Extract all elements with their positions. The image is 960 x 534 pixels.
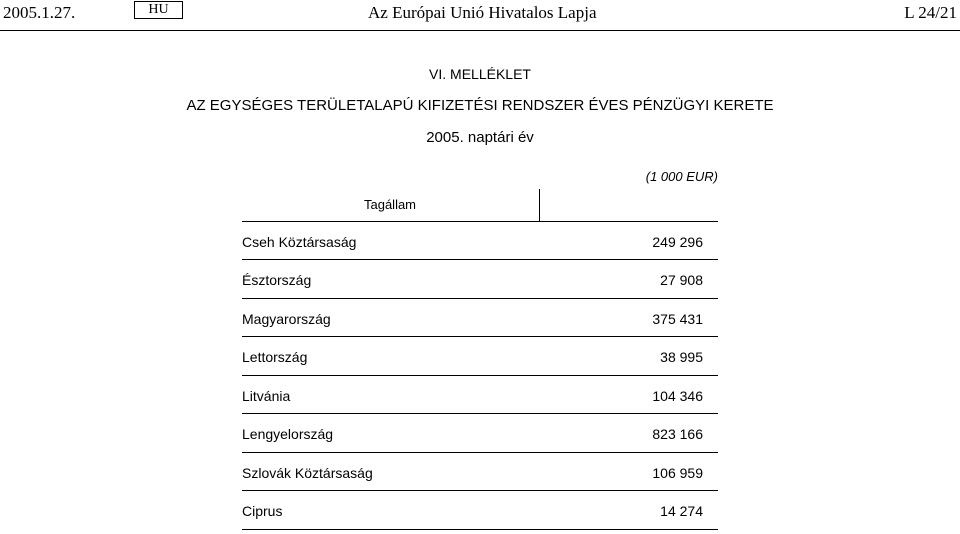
row-divider xyxy=(242,452,718,453)
row-divider xyxy=(242,336,718,337)
language-badge: HU xyxy=(134,1,183,19)
row-divider xyxy=(242,490,718,491)
row-divider xyxy=(242,375,718,376)
row-divider xyxy=(242,413,718,414)
member-state-name: Litvánia xyxy=(242,388,291,404)
table-row xyxy=(242,270,703,290)
member-state-name: Szlovák Köztársaság xyxy=(242,465,373,481)
publication-date: 2005.1.27. xyxy=(3,3,76,22)
document-title: AZ EGYSÉGES TERÜLETALAPÚ KIFIZETÉSI RENDSZER ÉVES PÉNZÜGYI KERETE xyxy=(186,97,774,114)
page-reference: L 24/21 xyxy=(904,3,957,22)
amount-value: 38 995 xyxy=(660,349,703,365)
member-state-name: Cseh Köztársaság xyxy=(242,234,357,250)
page-header xyxy=(0,0,960,32)
amount-value: 14 274 xyxy=(660,503,703,519)
amount-value: 104 346 xyxy=(652,388,703,404)
table-row xyxy=(242,386,703,406)
amount-value: 823 166 xyxy=(652,426,703,442)
member-state-name: Észtország xyxy=(242,272,312,288)
row-divider xyxy=(242,529,718,530)
table-row xyxy=(242,232,703,252)
amount-value: 249 296 xyxy=(652,234,703,250)
row-divider xyxy=(242,298,718,299)
annex-title: VI. MELLÉKLET xyxy=(429,66,531,82)
member-state-name: Lettország xyxy=(242,349,308,365)
unit-label: (1 000 EUR) xyxy=(645,169,718,184)
amount-value: 27 908 xyxy=(660,272,703,288)
row-divider xyxy=(242,259,718,260)
member-state-name: Lengyelország xyxy=(242,426,334,442)
table-row xyxy=(242,424,703,444)
journal-title: Az Európai Unió Hivatalos Lapja xyxy=(368,3,597,22)
year-subtitle: 2005. naptári év xyxy=(426,129,534,146)
member-state-name: Ciprus xyxy=(242,503,283,519)
table-row xyxy=(242,501,703,521)
column-header-member-state: Tagállam xyxy=(363,197,417,212)
table-row xyxy=(242,463,703,483)
member-state-name: Magyarország xyxy=(242,311,331,327)
header-divider xyxy=(0,30,960,31)
table-row xyxy=(242,347,703,367)
table-row xyxy=(242,309,703,329)
header-column-divider xyxy=(539,189,540,221)
amount-value: 106 959 xyxy=(652,465,703,481)
amount-value: 375 431 xyxy=(652,311,703,327)
table-header-rule xyxy=(242,221,718,222)
